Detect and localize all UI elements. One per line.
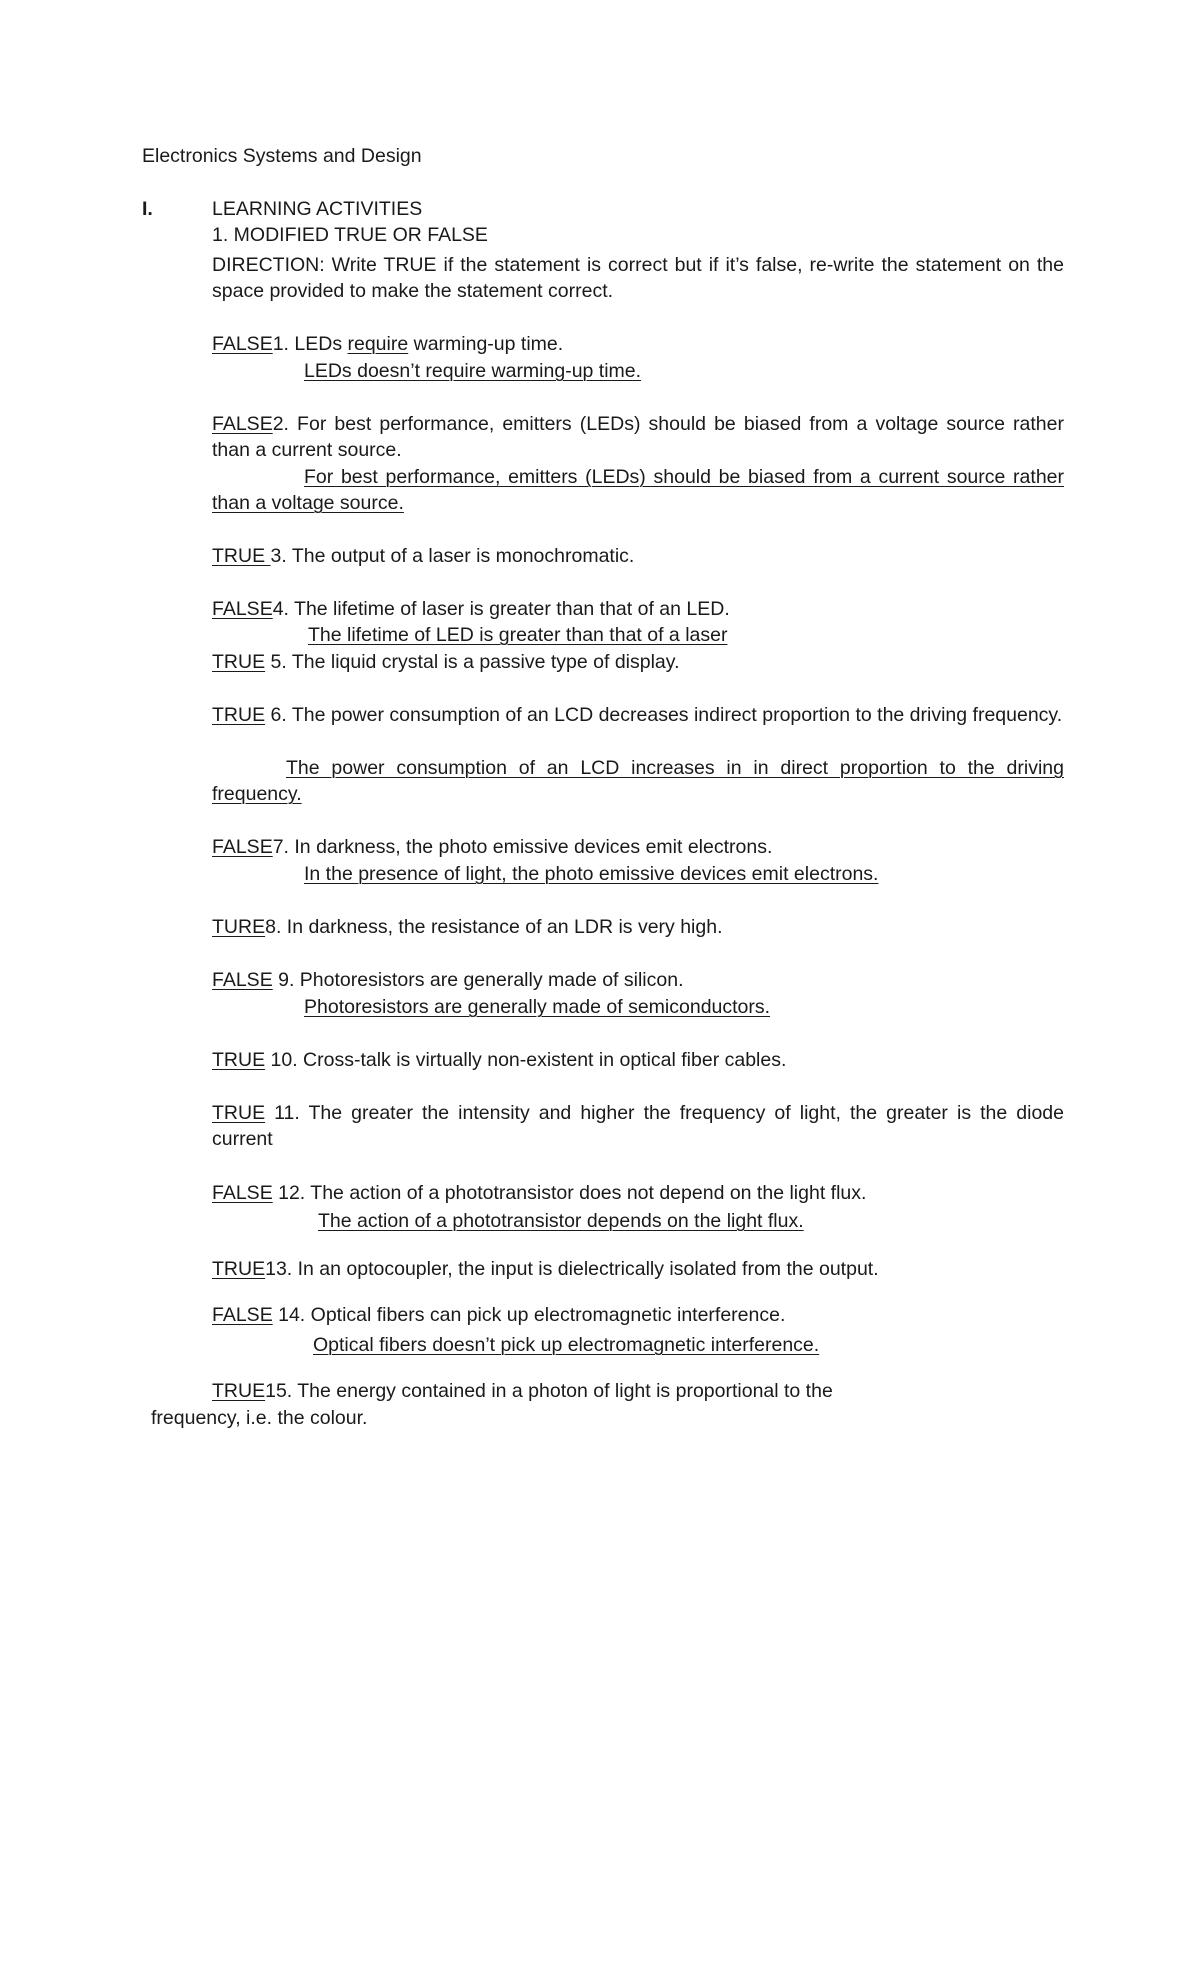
question-item-3 (212, 543, 634, 569)
statement-text: 10. Cross-talk is virtually non-existent in optical fiber cables. (265, 1049, 787, 1071)
statement-text: 5. The liquid crystal is a passive type of display. (265, 651, 680, 673)
correction-text: The action of a phototransistor depends on the light flux. (318, 1210, 804, 1232)
answer-label: FALSE (212, 1304, 273, 1326)
question-item-5 (212, 649, 680, 675)
answer-label: TRUE (212, 545, 271, 567)
statement-text: 1. LEDs (272, 333, 348, 355)
question-item-1 (212, 331, 563, 357)
statement-text: 9. Photoresistors are generally made of silicon. (272, 969, 684, 991)
answer-label: FALSE (212, 333, 273, 355)
direction-text: DIRECTION: Write TRUE if the statement is correct but if it’s false, re-write the statement on the space provided to make the statement correct. (212, 254, 1064, 302)
answer-label: TRUE (212, 704, 266, 726)
answer-label: FALSE (212, 969, 273, 991)
statement-text: 7. In darkness, the photo emissive devices emit electrons. (272, 836, 773, 858)
section-subheading: 1. MODIFIED TRUE OR FALSE (212, 224, 488, 246)
statement-text: 12. The action of a phototransistor does not depend on the light flux. (272, 1182, 867, 1204)
question-item-11 (212, 1100, 1064, 1152)
correction-text: LEDs doesn’t require warming-up time. (304, 360, 642, 382)
answer-label: FALSE (212, 1182, 273, 1204)
question-item-10 (212, 1047, 786, 1073)
course-title: Electronics Systems and Design (142, 145, 422, 167)
statement-text: 6. The power consumption of an LCD decreases indirect proportion to the driving frequency. (265, 704, 1063, 726)
question-item-14 (212, 1302, 785, 1328)
answer-label: TURE (212, 916, 266, 938)
correction-text: Photoresistors are generally made of semiconductors. (304, 996, 771, 1018)
answer-label: FALSE (212, 413, 273, 435)
question-item-8 (212, 914, 723, 940)
answer-label: TRUE (212, 1102, 266, 1124)
statement-text: 8. In darkness, the resistance of an LDR is very high. (265, 916, 723, 938)
statement-text: 4. The lifetime of laser is greater than that of an LED. (272, 598, 730, 620)
section-numeral: I. (142, 198, 153, 220)
question-item-6 (212, 702, 1064, 728)
answer-label: TRUE (212, 651, 266, 673)
answer-label: TRUE (212, 1380, 266, 1402)
statement-underlined: require (347, 333, 409, 355)
statement-text: 2. For best performance, emitters (LEDs) should be biased from a voltage source rather than a current source. (212, 413, 1064, 461)
statement-text: 11. The greater the intensity and higher the frequency of light, the greater is the diode current (212, 1102, 1064, 1150)
answer-label: TRUE (212, 1049, 266, 1071)
answer-label: FALSE (212, 836, 273, 858)
question-item-2 (212, 411, 1064, 463)
statement-text-rest: warming-up time. (408, 333, 564, 355)
section-heading: LEARNING ACTIVITIES (212, 198, 423, 220)
statement-text: 14. Optical fibers can pick up electromagnetic interference. (272, 1304, 786, 1326)
question-item-9 (212, 967, 684, 993)
statement-text: 3. The output of a laser is monochromatic. (270, 545, 635, 567)
correction-text: For best performance, emitters (LEDs) should be biased from a current source rather than a voltage source. (212, 466, 1064, 514)
statement-text: 13. In an optocoupler, the input is dielectrically isolated from the output. (265, 1258, 879, 1280)
correction-text: In the presence of light, the photo emissive devices emit electrons. (304, 863, 879, 885)
question-item-13 (212, 1256, 879, 1282)
answer-label: TRUE (212, 1258, 266, 1280)
question-item-7 (212, 834, 772, 860)
statement-text: 15. The energy contained in a photon of light is proportional to the (265, 1380, 833, 1402)
answer-label: FALSE (212, 598, 273, 620)
correction-text: The power consumption of an LCD increases in in direct proportion to the driving frequency. (212, 757, 1064, 805)
statement-continuation: frequency, i.e. the colour. (151, 1407, 368, 1429)
question-item-15 (212, 1378, 833, 1404)
question-item-12 (212, 1180, 866, 1206)
correction-text: Optical fibers doesn’t pick up electromagnetic interference. (313, 1334, 820, 1356)
question-item-4 (212, 596, 730, 622)
correction-text: The lifetime of LED is greater than that of a laser (308, 624, 728, 646)
